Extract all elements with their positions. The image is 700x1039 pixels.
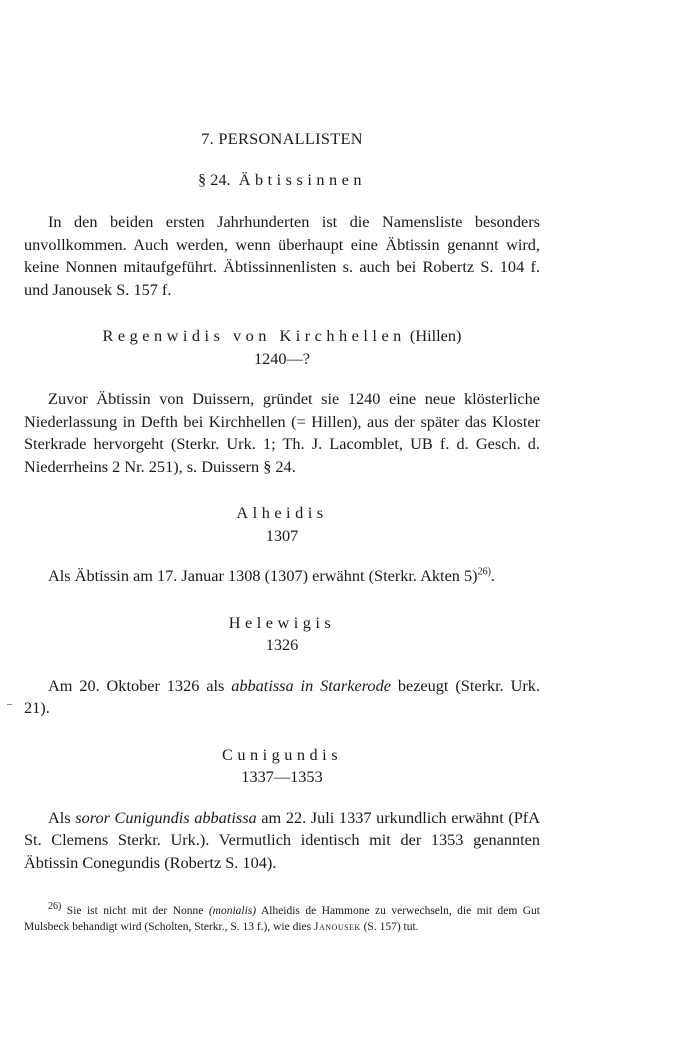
entry-name-extra: (Hillen): [409, 326, 462, 345]
footnote-ref[interactable]: 26): [477, 566, 491, 578]
entry-name-main: Alheidis: [236, 503, 328, 522]
entry-text-end: bezeugt (Sterkr. Urk. 21).: [24, 675, 541, 717]
entry-helewigis: [24, 612, 540, 720]
entry-text-start: Am 20. Oktober 1326 als: [48, 675, 232, 695]
footnote: [24, 901, 541, 935]
entry-dates: 1337—1353: [241, 767, 323, 786]
entry-name-main: Regenwidis von Kirchhellen: [102, 326, 406, 345]
entry-alheidis: [24, 502, 540, 588]
entry-name: [24, 502, 540, 525]
entry-text-end: .: [490, 566, 495, 585]
footnote-text-italic: (monialis): [208, 905, 257, 917]
footnote-text-start: Sie ist nicht mit der Nonne: [61, 905, 209, 917]
entry-cunigundis: [24, 744, 540, 875]
entry-text: [24, 565, 540, 588]
footnote-text-end: (S. 157) tut.: [360, 920, 419, 933]
intro-paragraph: In den beiden ersten Jahrhunderten ist die Namensliste besonders unvollkommen. Auch werden, wenn überhaupt eine Äbtissin genannt wird, keine Nonnen mitaufgeführt. Äbtissinnenlisten s. auch bei Robertz S. 104 f. und Janousek S. 157 f.: [24, 212, 540, 299]
entry-text: [24, 675, 540, 720]
footnote-text-middle: Alheidis de Hammone zu verwechseln, die mit dem Gut Mulsbeck behandigt wird (Scholten, Sterkr., S. 13 f.), wie dies: [24, 905, 541, 933]
entry-text-main: Als Äbtissin am 17. Januar 1308 (1307) erwähnt (Sterkr. Akten 5): [48, 566, 478, 585]
entry-text-end: am 22. Juli 1337 urkundlich erwähnt (PfA St. Clemens Sterkr. Urk.). Vermutlich identisch mit der 1353 genannten Äbtissin Conegundis (Robertz S. 104).: [24, 807, 540, 872]
entry-text-italic: soror Cunigundis abbatissa: [75, 807, 257, 827]
entry-regenwidis: [24, 325, 540, 478]
footnote-author: Janousek: [314, 920, 361, 933]
entry-name: [24, 325, 540, 348]
entry-dates: 1307: [265, 525, 299, 545]
entry-text-italic: abbatissa in Starkerode: [231, 675, 391, 695]
entry-dates: 1240—?: [253, 348, 311, 368]
section-title: Äbtissinnen: [238, 169, 366, 189]
entry-name: [24, 744, 540, 767]
entry-name: [24, 612, 540, 635]
entry-name-main: Helewigis: [228, 612, 336, 632]
entry-dates: 1326: [265, 635, 299, 654]
margin-mark: [7, 704, 12, 705]
entry-text: Zuvor Äbtissin von Duissern, gründet sie 1240 eine neue klösterliche Niederlassung in Defth bei Kirchhellen (= Hillen), aus der später das Kloster Sterkrade hervorgeht (Sterkr. Urk. 1; Th. J. Lacomblet, UB f. d. Gesch. d. Niederrheins 2 Nr. 251), s. Duissern § 24.: [24, 389, 540, 476]
footnote-number: 26): [48, 901, 62, 913]
entry-name-main: Cunigundis: [221, 744, 343, 764]
entry-text-start: Als: [48, 807, 76, 827]
section-heading: [24, 169, 540, 192]
section-symbol: § 24.: [198, 169, 231, 189]
page-content: [24, 128, 540, 947]
entry-text: [24, 807, 540, 875]
chapter-title: 7. PERSONALLISTEN: [201, 129, 363, 148]
